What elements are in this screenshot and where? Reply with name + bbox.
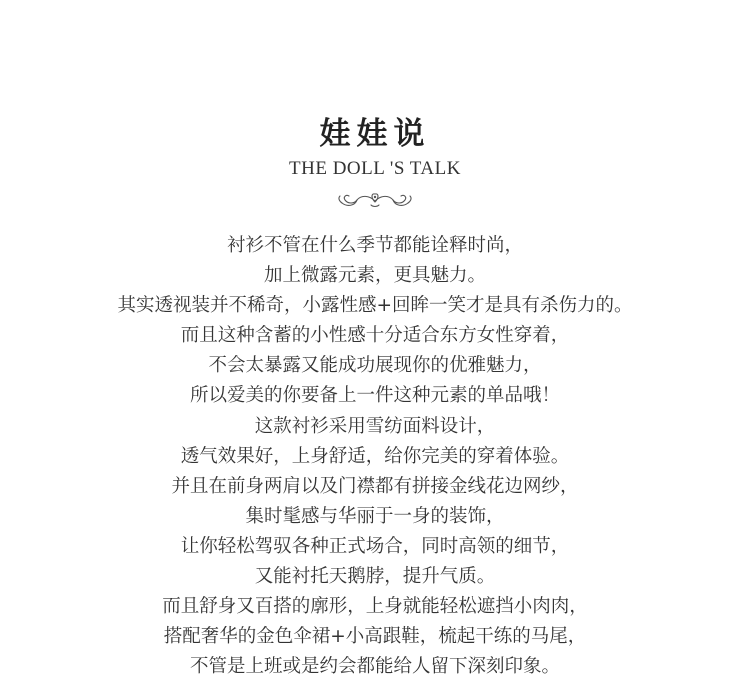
body-line: 并且在前身两肩以及门襟都有拼接金线花边网纱， [171,475,579,497]
article-body [0,231,750,682]
body-line: 透气效果好，上身舒适，给你完美的穿着体验。 [180,445,570,467]
flourish-ornament-icon [335,187,415,213]
page-title: 娃娃说 [319,116,431,152]
body-line: 所以爱美的你要备上一件这种元素的单品哦！ [189,385,560,407]
body-line: 而且舒身又百搭的廓形，上身就能轻松遮挡小肉肉， [162,596,588,618]
body-line: 集时髦感与华丽于一身的装饰， [245,505,505,527]
body-line: 不管是上班或是约会都能给人留下深刻印象。 [189,656,560,678]
body-line: 让你轻松驾驭各种正式场合，同时高领的细节， [180,535,570,557]
body-line: 加上微露元素，更具魅力。 [263,265,486,287]
body-line: 其实透视装并不稀奇，小露性感+回眸一笑才是具有杀伤力的。 [117,295,633,317]
body-line: 又能衬托天鹅脖，提升气质。 [254,566,496,588]
page-subtitle: THE DOLL 'S TALK [289,158,461,179]
body-line: 衬衫不管在什么季节都能诠释时尚， [226,235,523,256]
body-line: 搭配奢华的金色伞裙+小高跟鞋，梳起干练的马尾， [163,626,587,648]
body-line: 这款衬衫采用雪纺面料设计， [254,415,496,437]
body-line: 不会太暴露又能成功展现你的优雅魅力， [208,355,542,377]
body-line: 而且这种含蓄的小性感十分适合东方女性穿着， [180,325,570,347]
